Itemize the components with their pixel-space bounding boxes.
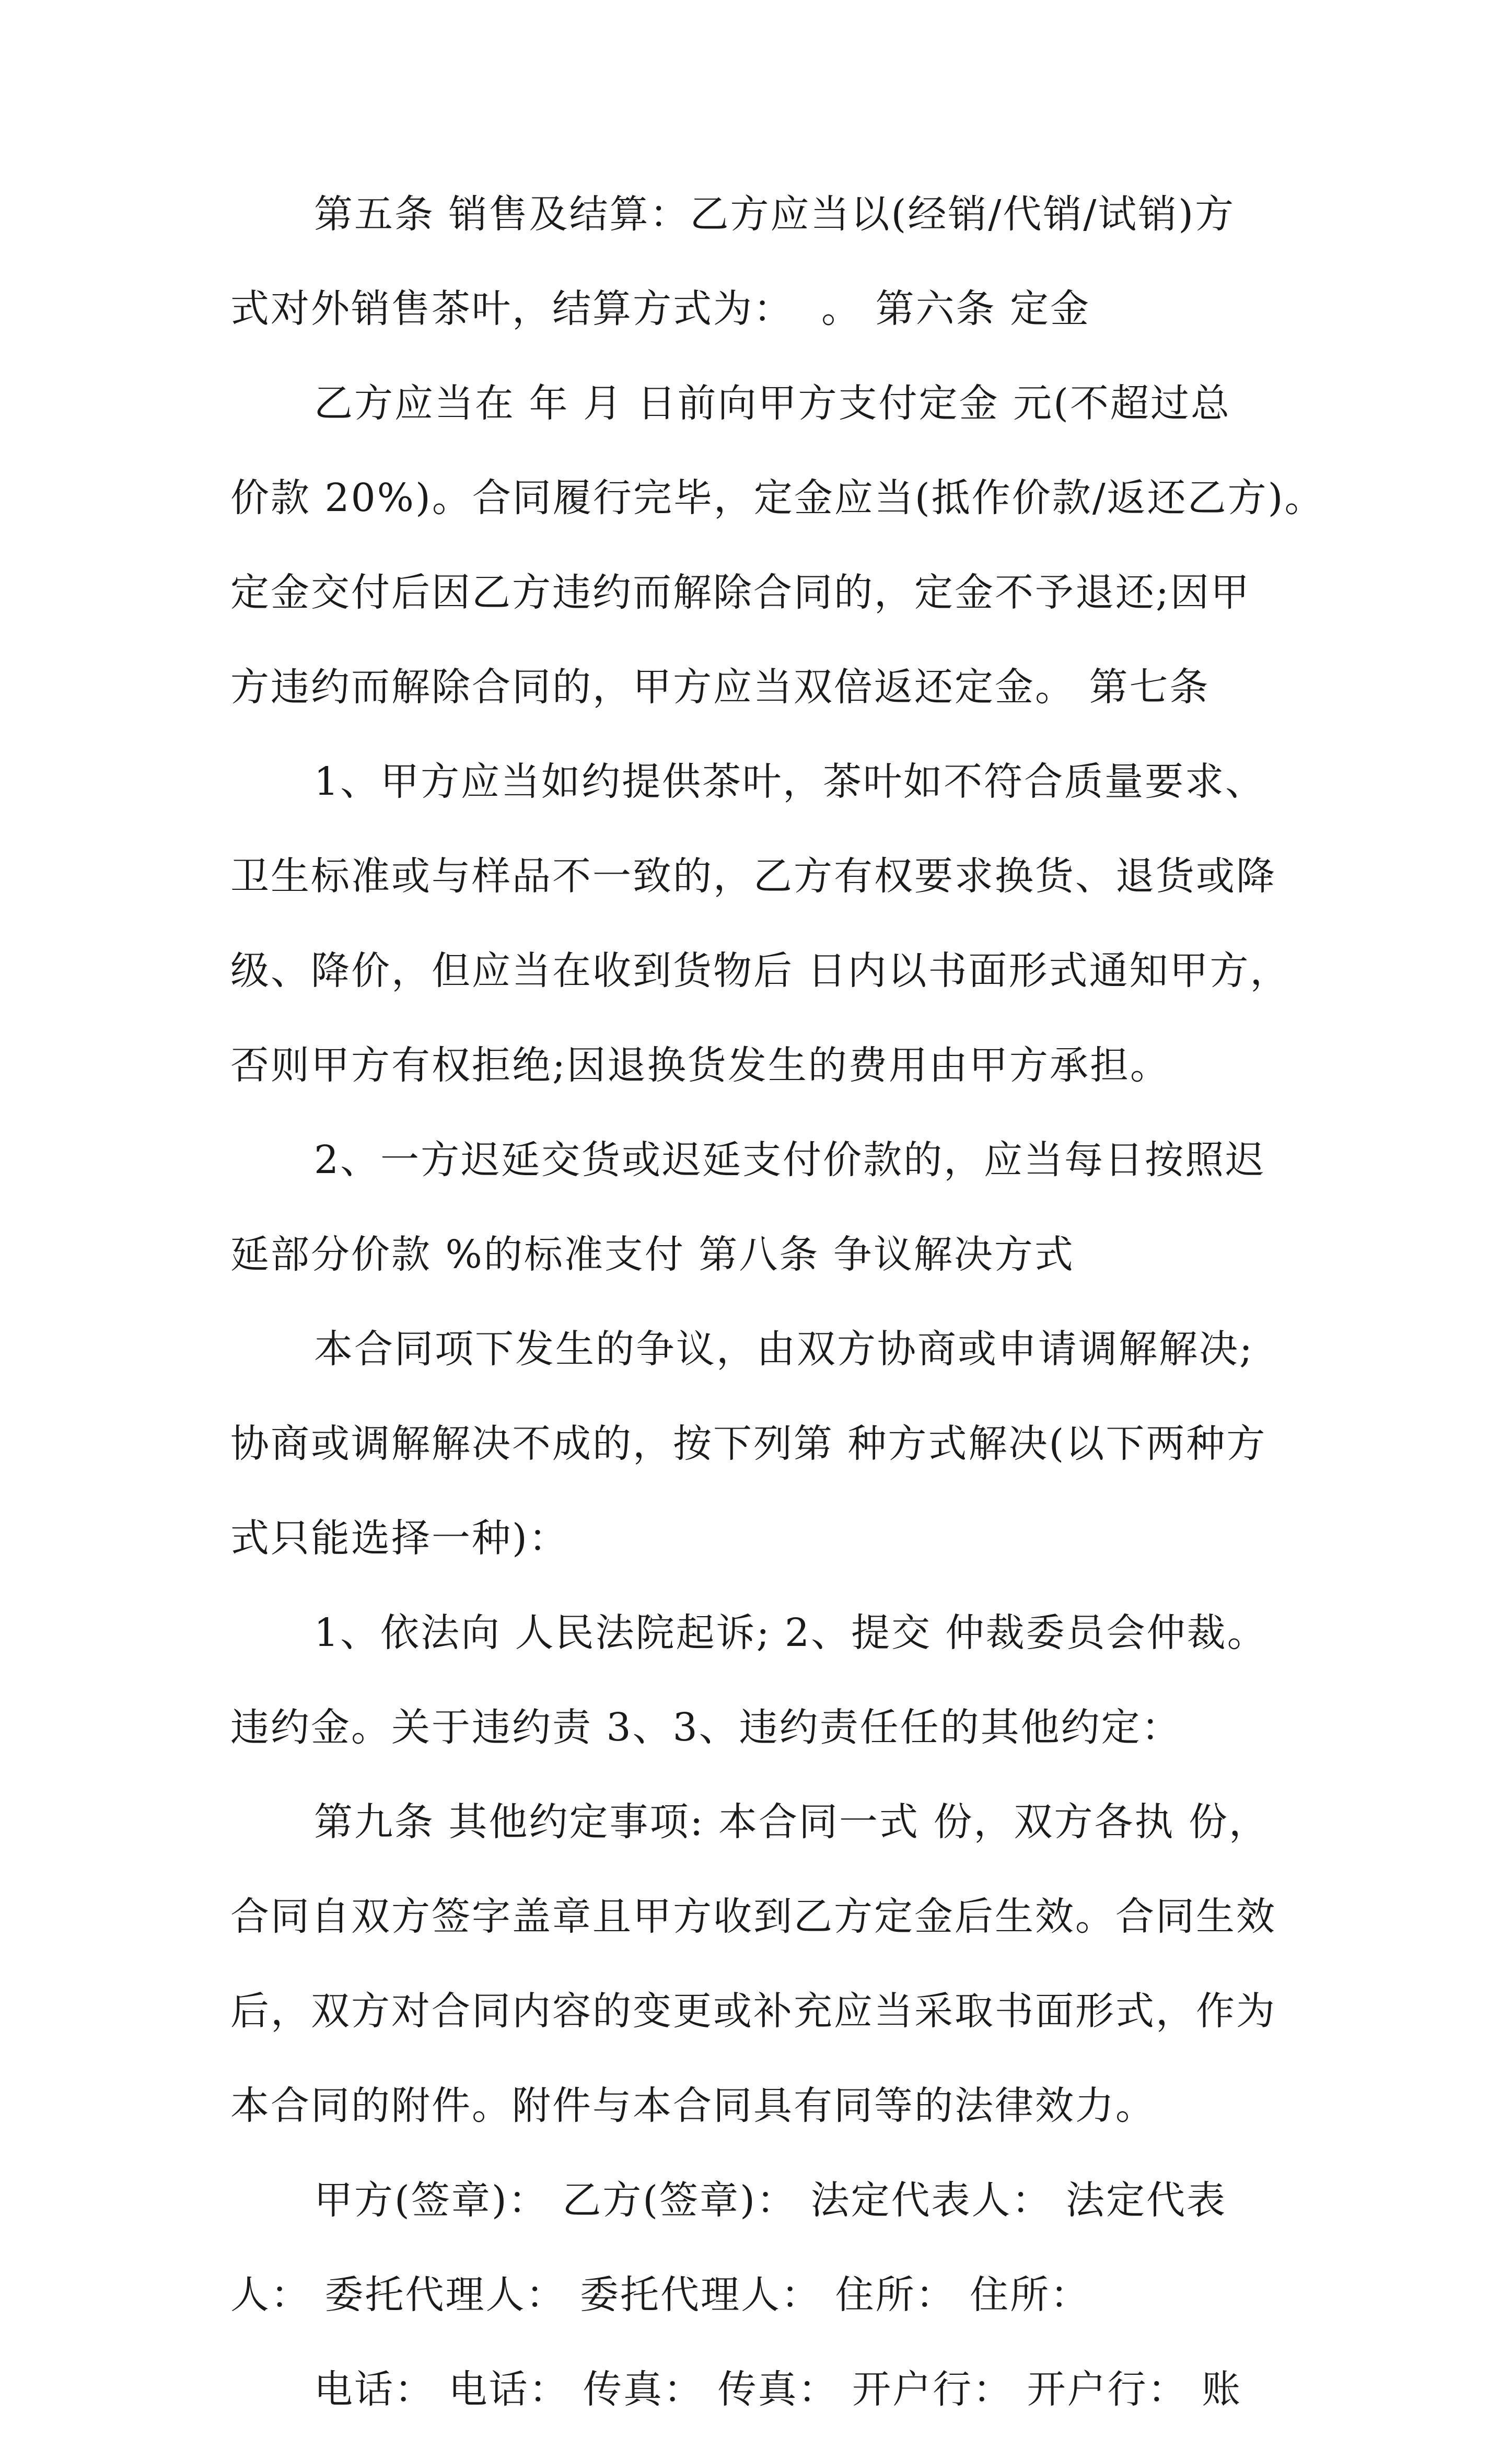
contract-body bbox=[230, 167, 1325, 2437]
line-19: 合同自双方签字盖章且甲方收到乙方定金后生效。合同生效 bbox=[230, 1894, 1276, 1939]
line-20: 后，双方对合同内容的变更或补充应当采取书面形式，作为 bbox=[230, 1989, 1276, 2034]
line-2: 式对外销售茶叶，结算方式为： 。 第六条 定金 bbox=[230, 286, 1091, 331]
line-16: 1、依法向 人民法院起诉; 2、提交 仲裁委员会仲裁。 bbox=[314, 1610, 1267, 1655]
line-13: 本合同项下发生的争议，由双方协商或申请调解解决; bbox=[314, 1327, 1254, 1372]
line-17: 违约金。关于违约责 3、3、违约责任任的其他约定： bbox=[230, 1705, 1182, 1750]
line-24: 电话： 电话： 传真： 传真： 开户行： 开户行： 账 bbox=[314, 2367, 1242, 2412]
line-22: 甲方(签章)： 乙方(签章)： 法定代表人： 法定代表 bbox=[314, 2178, 1227, 2223]
line-3: 乙方应当在 年 月 日前向甲方支付定金 元(不超过总 bbox=[314, 381, 1231, 426]
line-18: 第九条 其他约定事项: 本合同一式 份，双方各执 份， bbox=[314, 1800, 1270, 1844]
line-8: 卫生标准或与样品不一致的，乙方有权要求换货、退货或降 bbox=[230, 854, 1276, 899]
line-5: 定金交付后因乙方违约而解除合同的，定金不予退还;因甲 bbox=[230, 570, 1251, 615]
line-11: 2、一方迟延交货或迟延支付价款的，应当每日按照迟 bbox=[314, 1138, 1266, 1182]
line-4: 价款 20%)。合同履行完毕，定金应当(抵作价款/返还乙方)。 bbox=[230, 475, 1325, 520]
line-14: 协商或调解解决不成的，按下列第 种方式解决(以下两种方 bbox=[230, 1421, 1267, 1466]
line-6: 方违约而解除合同的，甲方应当双倍返还定金。 第七条 bbox=[230, 665, 1210, 710]
line-10: 否则甲方有权拒绝;因退换货发生的费用由甲方承担。 bbox=[230, 1043, 1170, 1088]
line-12: 延部分价款 %的标准支付 第八条 争议解决方式 bbox=[230, 1232, 1075, 1277]
line-9: 级、降价，但应当在收到货物后 日内以书面形式通知甲方， bbox=[230, 948, 1290, 993]
line-15: 式只能选择一种)： bbox=[230, 1516, 569, 1561]
line-21: 本合同的附件。附件与本合同具有同等的法律效力。 bbox=[230, 2083, 1156, 2128]
line-7: 1、甲方应当如约提供茶叶，茶叶如不符合质量要求、 bbox=[314, 759, 1266, 804]
line-1: 第五条 销售及结算：乙方应当以(经销/代销/试销)方 bbox=[314, 192, 1236, 237]
line-23: 人： 委托代理人： 委托代理人： 住所： 住所： bbox=[230, 2272, 1091, 2317]
